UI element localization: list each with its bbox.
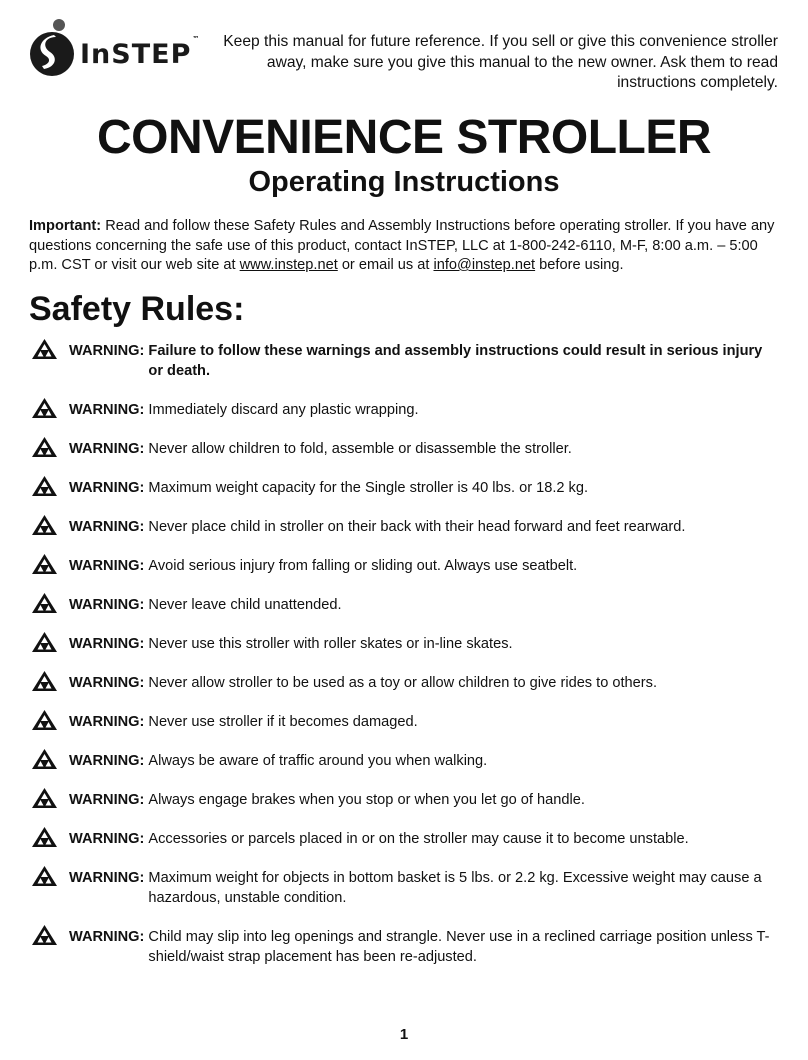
warning-text: Always engage brakes when you stop or when you let go of handle. <box>148 792 585 808</box>
website-link[interactable]: www.instep.net <box>239 257 338 273</box>
email-link[interactable]: info@instep.net <box>433 257 536 273</box>
warning-triangle-icon <box>31 338 58 360</box>
warning-label: WARNING: <box>69 675 145 691</box>
warning-text: Never place child in stroller on their back with their head forward and feet rearward. <box>148 519 686 535</box>
warning-label: WARNING: <box>69 831 145 847</box>
warnings-list <box>31 342 771 987</box>
warning-triangle-icon <box>31 514 58 536</box>
warning-text: Never use stroller if it becomes damaged. <box>148 714 418 730</box>
warning-item <box>31 791 771 811</box>
warning-item <box>31 830 771 850</box>
warning-item <box>31 713 771 733</box>
warning-item <box>31 440 771 460</box>
warning-triangle-icon <box>31 475 58 497</box>
warning-label: WARNING: <box>69 480 145 496</box>
warning-text: Child may slip into leg openings and strangle. Never use in a reclined carriage position unless T-shield/waist strap placement has been re-adjusted. <box>148 929 770 965</box>
warning-item <box>31 869 771 908</box>
warning-label: WARNING: <box>69 402 145 418</box>
warning-triangle-icon <box>31 826 58 848</box>
brand-name: InSTEP™ <box>80 34 201 70</box>
warning-text: Never leave child unattended. <box>148 597 342 613</box>
warning-item <box>31 752 771 772</box>
warning-text: Failure to follow these warnings and assembly instructions could result in serious injury or death. <box>148 343 763 379</box>
warning-triangle-icon <box>31 709 58 731</box>
warning-item <box>31 596 771 616</box>
warning-text: Maximum weight for objects in bottom basket is 5 lbs. or 2.2 kg. Excessive weight may cause a hazardous, unstable condition. <box>148 870 762 906</box>
warning-label: WARNING: <box>69 558 145 574</box>
warning-item <box>31 479 771 499</box>
warning-item <box>31 401 771 421</box>
warning-text: Never allow children to fold, assemble or disassemble the stroller. <box>148 441 572 457</box>
warning-triangle-icon <box>31 865 58 887</box>
intro-text-1: Read and follow these Safety Rules and Assembly Instructions before operating stroller. If you have any questions concerning the safe use of this product, contact InSTEP, LLC at 1-800-242-6110, M-F, 8:00 a.m. – 5:00 p.m. CST or visit our web site at <box>29 218 775 273</box>
warning-label: WARNING: <box>69 519 145 535</box>
section-title: Safety Rules: <box>29 290 245 328</box>
warning-triangle-icon <box>31 631 58 653</box>
warning-text: Avoid serious injury from falling or sliding out. Always use seatbelt. <box>148 558 578 574</box>
warning-text: Never use this stroller with roller skates or in-line skates. <box>148 636 513 652</box>
trademark-symbol: ™ <box>192 34 201 43</box>
warning-triangle-icon <box>31 592 58 614</box>
intro-text-3: before using. <box>535 257 624 273</box>
page-number: 1 <box>399 1026 409 1043</box>
warning-text: Never allow stroller to be used as a toy or allow children to give rides to others. <box>148 675 657 691</box>
warning-item <box>31 674 771 694</box>
warning-triangle-icon <box>31 748 58 770</box>
warning-text: Always be aware of traffic around you when walking. <box>148 753 488 769</box>
warning-label: WARNING: <box>69 714 145 730</box>
header-note: Keep this manual for future reference. If you sell or give this convenience stroller away, make sure you give this manual to the new owner. Ask them to read instructions completely. <box>223 33 778 91</box>
warning-label: WARNING: <box>69 929 145 945</box>
warning-label: WARNING: <box>69 753 145 769</box>
warning-triangle-icon <box>31 397 58 419</box>
warning-text: Accessories or parcels placed in or on the stroller may cause it to become unstable. <box>148 831 689 847</box>
warning-triangle-icon <box>31 924 58 946</box>
warning-item <box>31 635 771 655</box>
warning-label: WARNING: <box>69 792 145 808</box>
warning-item <box>31 557 771 577</box>
warning-label: WARNING: <box>69 870 145 886</box>
document-title: CONVENIENCE STROLLER <box>96 111 712 164</box>
intro-lead: Important: <box>29 218 102 234</box>
warning-triangle-icon <box>31 670 58 692</box>
document-subtitle: Operating Instructions <box>248 166 560 198</box>
warning-triangle-icon <box>31 787 58 809</box>
warning-text: Maximum weight capacity for the Single stroller is 40 lbs. or 18.2 kg. <box>148 480 589 496</box>
instep-logo-icon <box>30 17 76 79</box>
warning-label: WARNING: <box>69 441 145 457</box>
warning-triangle-icon <box>31 436 58 458</box>
intro-paragraph <box>29 217 781 276</box>
warning-triangle-icon <box>31 553 58 575</box>
warning-label: WARNING: <box>69 343 145 359</box>
warning-label: WARNING: <box>69 597 145 613</box>
warning-item <box>31 928 771 967</box>
intro-text-2: or email us at <box>337 257 434 273</box>
warning-item <box>31 518 771 538</box>
warning-label: WARNING: <box>69 636 145 652</box>
brand-logo <box>30 17 200 79</box>
warning-item <box>31 342 771 381</box>
warning-text: Immediately discard any plastic wrapping. <box>148 402 419 418</box>
